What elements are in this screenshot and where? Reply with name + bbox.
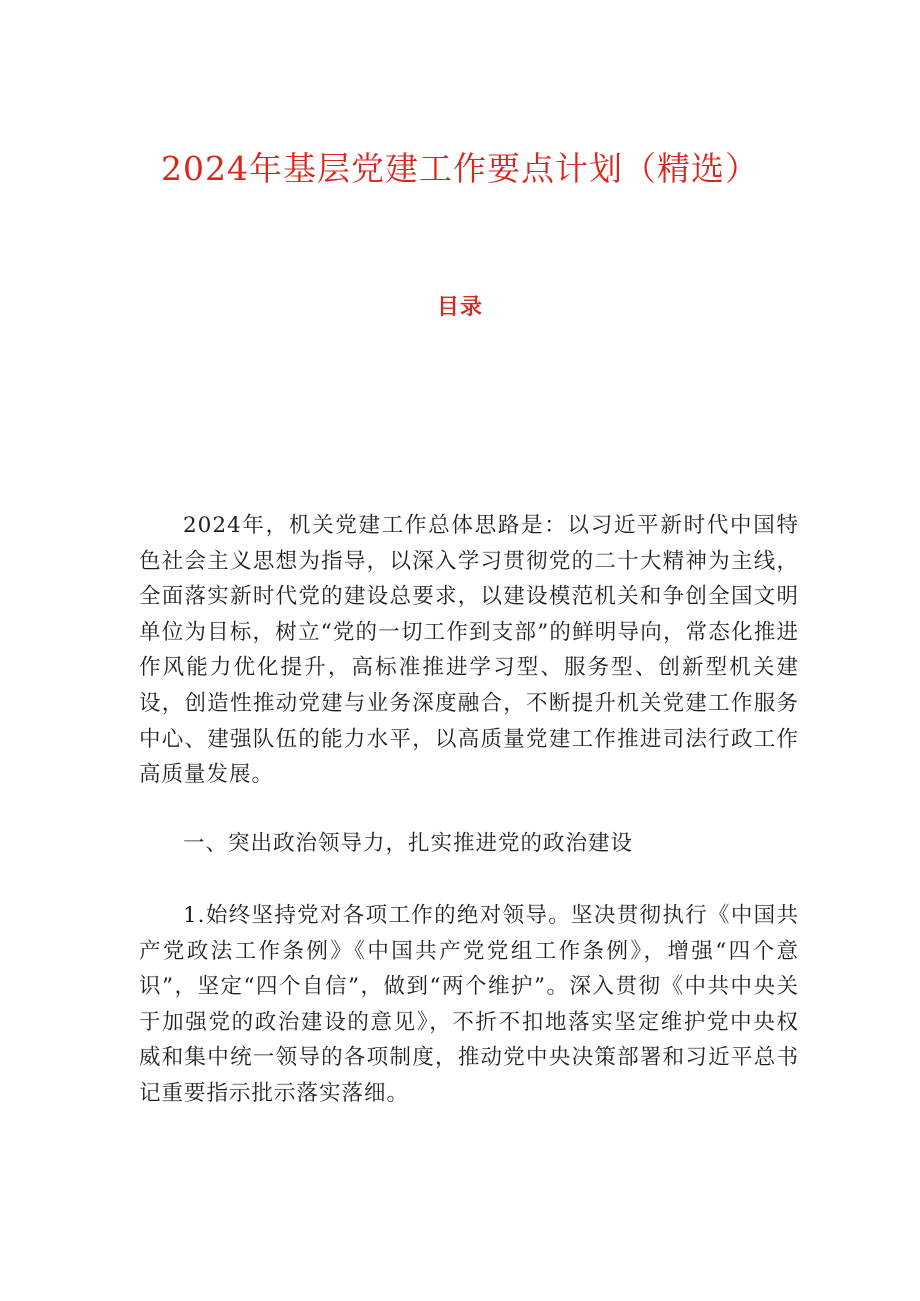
- document-title: 2024年基层党建工作要点计划（精选）: [161, 149, 759, 188]
- item-paragraph-1: 1.始终坚持党对各项工作的绝对领导。坚决贯彻执行《中国共产党政法工作条例》《中国共产党党组工作条例》，增强“四个意识”，坚定“四个自信”，做到“两个维护”。深入贯彻《中共中央关于加强党的政治建设的意见》，不折不扣地落实坚定维护党中央权威和集中统一领导的各项制度，推动党中央决策部署和习近平总书记重要指示批示落实落细。: [139, 903, 799, 1106]
- intro-paragraph: 2024年，机关党建工作总体思路是：以习近平新时代中国特色社会主义思想为指导，以深入学习贯彻党的二十大精神为主线，全面落实新时代党的建设总要求，以建设模范机关和争创全国文明单位为目标，树立“党的一切工作到支部”的鲜明导向，常态化推进作风能力优化提升，高标准推进学习型、服务型、创新型机关建设，创造性推动党建与业务深度融合，不断提升机关党建工作服务中心、建强队伍的能力水平，以高质量党建工作推进司法行政工作高质量发展。: [139, 513, 799, 788]
- toc-heading: 目录: [436, 295, 483, 320]
- section-heading-1: 一、突出政治领导力，扎实推进党的政治建设: [183, 831, 634, 856]
